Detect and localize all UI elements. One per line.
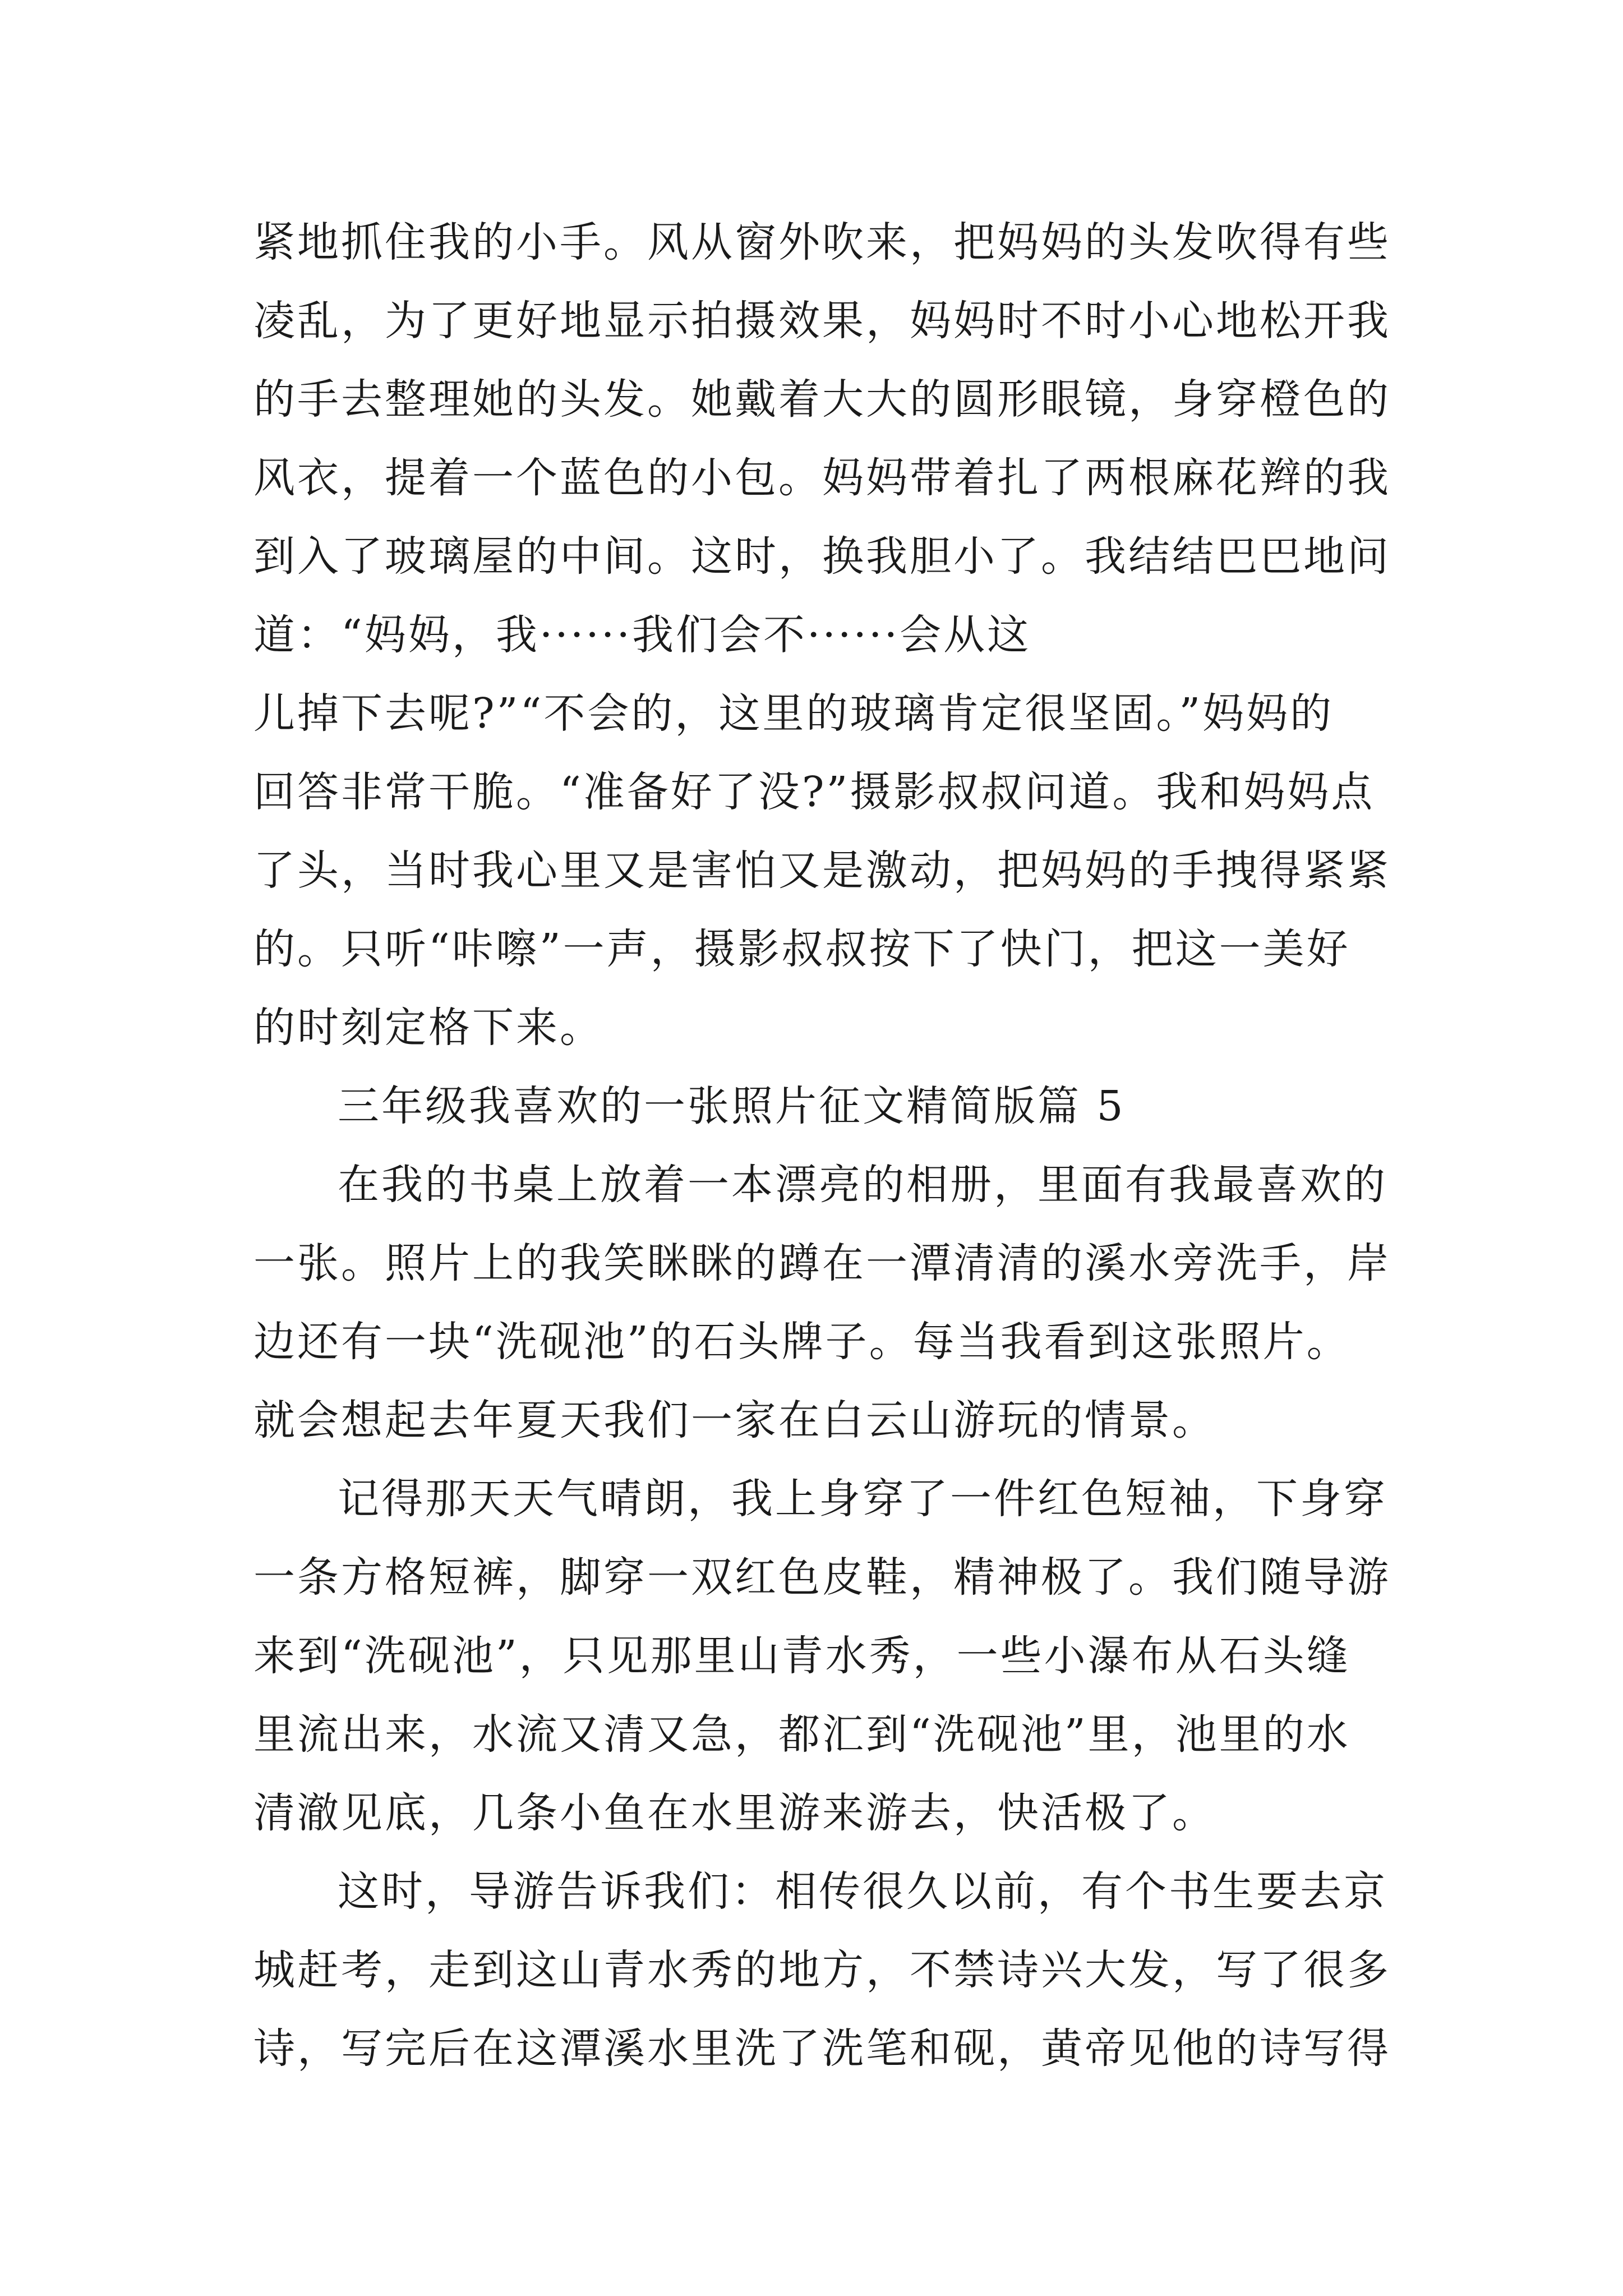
paragraph-line: 到入了玻璃屋的中间。这时，换我胆小了。我结结巴巴地问	[253, 532, 1391, 581]
paragraph-line: 了头，当时我心里又是害怕又是激动，把妈妈的手拽得紧紧	[253, 846, 1391, 895]
paragraph-line: 的。只听“咔嚓”一声，摄影叔叔按下了快门，把这一美好	[253, 925, 1350, 973]
paragraph-line: 来到“洗砚池”，只见那里山青水秀，一些小瀑布从石头缝	[253, 1632, 1350, 1680]
paragraph-line: 边还有一块“洗砚池”的石头牌子。每当我看到这张照片。	[253, 1318, 1350, 1366]
paragraph-line: 就会想起去年夏天我们一家在白云山游玩的情景。	[253, 1396, 1216, 1444]
paragraph-line: 在我的书桌上放着一本漂亮的相册，里面有我最喜欢的	[338, 1161, 1387, 1209]
paragraph-line: 的手去整理她的头发。她戴着大大的圆形眼镜，身穿橙色的	[253, 375, 1391, 424]
paragraph-line: 的时刻定格下来。	[253, 1004, 603, 1052]
paragraph-line: 这时，导游告诉我们：相传很久以前，有个书生要去京	[338, 1867, 1387, 1916]
paragraph-line: 诗，写完后在这潭溪水里洗了洗笔和砚，黄帝见他的诗写得	[253, 2024, 1391, 2073]
paragraph-line: 道：“妈妈，我······我们会不······会从这	[253, 611, 1031, 659]
paragraph-line: 记得那天天气晴朗，我上身穿了一件红色短袖，下身穿	[338, 1475, 1387, 1523]
paragraph-line: 紧地抓住我的小手。风从窗外吹来，把妈妈的头发吹得有些	[253, 218, 1391, 266]
paragraph-line: 凌乱，为了更好地显示拍摄效果，妈妈时不时小心地松开我	[253, 297, 1391, 345]
paragraph-line: 一张。照片上的我笑眯眯的蹲在一潭清清的溪水旁洗手，岸	[253, 1239, 1391, 1287]
paragraph-line: 城赶考，走到这山青水秀的地方，不禁诗兴大发，写了很多	[253, 1946, 1391, 1994]
paragraph-line: 风衣，提着一个蓝色的小包。妈妈带着扎了两根麻花辫的我	[253, 454, 1391, 502]
paragraph-line: 回答非常干脆。“准备好了没?”摄影叔叔问道。我和妈妈点	[253, 768, 1375, 816]
paragraph-line: 儿掉下去呢?”“不会的，这里的玻璃肯定很坚固。”妈妈的	[253, 689, 1334, 738]
paragraph-line: 清澈见底，几条小鱼在水里游来游去，快活极了。	[253, 1789, 1216, 1837]
section-title: 三年级我喜欢的一张照片征文精简版篇 5	[338, 1082, 1126, 1130]
paragraph-line: 一条方格短裤，脚穿一双红色皮鞋，精神极了。我们随导游	[253, 1553, 1391, 1602]
paragraph-line: 里流出来，水流又清又急，都汇到“洗砚池”里，池里的水	[253, 1710, 1350, 1759]
